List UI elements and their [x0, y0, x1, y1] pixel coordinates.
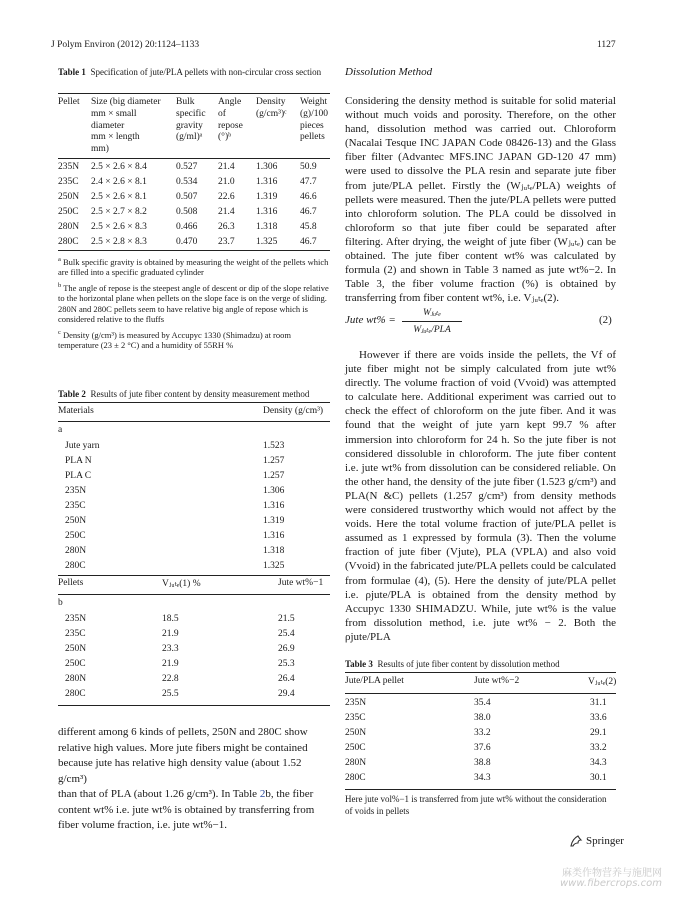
table1-col-size: Size (big diameter mm × small diameter mm × length mm)	[91, 97, 161, 155]
left-body-text	[58, 725, 330, 834]
table3-header-rule	[345, 693, 616, 694]
table-row-label: 280N	[65, 674, 87, 684]
table1-mid-rule	[58, 158, 330, 159]
section-title: Dissolution Method	[345, 66, 433, 78]
table-row-value: 29.1	[590, 728, 607, 738]
table-row-label: 280N	[345, 758, 367, 768]
table1-col-bulk: Bulk specific gravity (g/ml)ᵃ	[176, 97, 206, 143]
table-row-value: 21.9	[162, 629, 179, 639]
table-row-value: 35.4	[474, 698, 491, 708]
table-row-label: 280N	[65, 546, 87, 556]
table-row-value: 21.9	[162, 659, 179, 669]
table-row-value: 25.4	[278, 629, 295, 639]
table-row-value: 1.306	[263, 486, 285, 496]
body-line: relative high values. More jute fibers might be contained	[58, 741, 308, 754]
table-row-label: 235N	[345, 698, 367, 708]
table-row-value: 29.4	[278, 689, 295, 699]
table-row-label: 235N	[65, 486, 87, 496]
table1-top-rule	[58, 93, 330, 94]
table2-caption-label: Table 2	[58, 389, 86, 399]
equation-lhs: Jute wt% =	[345, 314, 396, 326]
table1-footnotes	[58, 255, 330, 350]
table1-col-weight: Weight (g)/100 pieces pellets	[300, 97, 328, 143]
table2-caption-text: Results of jute fiber content by density measurement method	[90, 389, 310, 399]
table3-caption-text: Results of jute fiber content by dissolution method	[377, 659, 560, 669]
springer-name: Springer	[586, 835, 624, 847]
table-row-value: 1.257	[263, 456, 285, 466]
table-row-value: 1.325	[263, 561, 285, 571]
table-row-value: 25.3	[278, 659, 295, 669]
table-row-value: 23.3	[162, 644, 179, 654]
table-row-label: 280C	[345, 773, 366, 783]
table2-header2-rule	[58, 594, 330, 595]
table3-col-vjute: Vⱼᵤₜₑ(2)	[588, 677, 617, 687]
table1-col-pellet: Pellet	[58, 97, 80, 107]
table-row-value: 33.6	[590, 713, 607, 723]
table-row-label: 250C	[345, 743, 366, 753]
table2-col-pellets: Pellets	[58, 578, 84, 588]
table-row-value: 1.257	[263, 471, 285, 481]
table-row-value: 38.0	[474, 713, 491, 723]
paragraph-voids: However if there are voids inside the pellets, the Vf of jute fiber might not be simply calculated from jute wt% directly. The volume fraction of void (Vvoid) was attempted to calculate here. Additional experiment was carried out to check the effect of chloroform on the jute fiber. And it was found that the weight of jute yarn kept 99.7 % after immersion into chloroform for 24 h. So the jute fiber is not considered dissoluble in chloroform. The jute fiber content i.e. jute wt% from dissolution can be considered reliable. On the other hand, the density of the jute fiber (1.523 g/cm³) and PLA(N &C) pellets (1.257 g/cm³) from density methods were considered trustworthy which would not affect by the voids. Here the total volume fraction of jute/PLA pellet is assumed as 1 expressed by formula (3). Then the volume fraction of jute fiber (Vjute), PLA (VPLA) and also void (Vvoid) in the fabricated jute/PLA pellets could be calculated from formulae (4), (5). Here the density of jute/PLA pellet i.e. ρjute/PLA is obtained from the density method by Accupyc 1330 SHIMADZU. While, jute wt% is the value from dissolution method, i.e. jute wt% − 2. Both the ρjute/PLA	[345, 349, 616, 643]
table2-col-density: Density (g/cm³)	[263, 406, 324, 416]
table-row-label: 280C	[65, 561, 86, 571]
table2-section-a: a	[58, 425, 63, 435]
table-row-value: 38.8	[474, 758, 491, 768]
footnote-a: $^a$ Bulk specific gravity is obtained by measuring the weight of the pellets which are filled into a specific graduated cylinder	[58, 256, 329, 278]
table-row-label: 235C	[65, 501, 86, 511]
table-row-value: 1.316	[263, 531, 285, 541]
table1-col-angle: Angle of repose (°)ᵇ	[218, 97, 243, 143]
table2-col-materials: Materials	[58, 406, 94, 416]
table1-caption	[58, 66, 333, 78]
equation-number: (2)	[599, 314, 612, 326]
table-row-value: 1.318	[263, 546, 285, 556]
table3-col-jutewt: Jute wt%−2	[474, 676, 520, 686]
table-row-value: 31.1	[590, 698, 607, 708]
table-row-value: 26.4	[278, 674, 295, 684]
table-row-value: 18.5	[162, 614, 179, 624]
table1-caption-label: Table 1	[58, 67, 86, 77]
body-line: content wt% i.e. jute wt% is obtained by transferring from	[58, 803, 315, 816]
equation-numerator: Wⱼᵤₜₑ	[422, 308, 442, 318]
running-header: J Polym Environ (2012) 20:1124–1133	[51, 40, 200, 50]
table3-top-rule	[345, 672, 616, 673]
table-row-value: 33.2	[474, 728, 491, 738]
table2-header-rule	[58, 421, 330, 422]
table-row-value: 34.3	[474, 773, 491, 783]
body-line: than that of PLA (about 1.26 g/cm³). In Table 2b, the fiber	[58, 788, 314, 800]
table-row-label: PLA C	[65, 471, 92, 481]
watermark-url: www.fibercrops.com	[560, 878, 662, 889]
footnote-b: $^b$ The angle of repose is the steepest angle of descent or dip of the slope relative to the horizontal plane when pellets on the slope face is on the verge of sliding. 280N and 280C pellets seem to have relative big angle of repose which is considered relative to the fluffs	[58, 281, 329, 325]
springer-horse-icon	[569, 834, 583, 848]
table-row-value: 33.2	[590, 743, 607, 753]
table2-bottom-rule	[58, 705, 330, 706]
table1-bottom-rule	[58, 250, 330, 251]
table-row-label: 250N	[345, 728, 367, 738]
table-row-label: 235C	[65, 629, 86, 639]
table3-col-pellet: Jute/PLA pellet	[345, 676, 404, 686]
table-row-label: 250C	[65, 659, 86, 669]
table3-bottom-rule	[345, 789, 616, 790]
table3-note: Here jute vol%−1 is transferred from jute wt% without the consideration of voids in pellets	[345, 794, 607, 816]
table-row-value: 22.8	[162, 674, 179, 684]
body-line: different among 6 kinds of pellets, 250N and 280C show	[58, 726, 308, 738]
page-number: 1127	[597, 40, 616, 50]
watermark-cn: 麻类作物营养与施肥网	[562, 868, 662, 879]
paragraph-dissolution: Considering the density method is suitable for solid material without much voids and porosity. Therefore, on the other hand, dissolution method was carried out. Chloroform (Nacalai Tesque INC JAPAN Code 08426-13) and the Glass fiber filter (Advantec MFS.INC JAPAN GD-120 47 mm) were used to dissolve the PLA resin and separate jute fiber from jute/PLA pellet. Firstly the (Wⱼᵤₜₑ/PLA) weights of pellets were measured. Then the jute/PLA pellets were putted into chloroform solution. The PLA could be dissolved in chloroform so that jute fiber could be separated after filtering. After drying, the weight of jute fiber (Wⱼᵤₜₑ) can be obtained. The jute fiber content wt% was calculated by formula (2) and shown in Table 3 named as jute wt%−2. In Table 3, the fiber volume fraction (%) is obtained by transferring from fiber content wt%, i.e. Vⱼᵤₜₑ(2).	[345, 95, 616, 305]
table-row-label: 250N	[65, 516, 87, 526]
table3-caption	[345, 658, 620, 670]
table-row-value: 26.9	[278, 644, 295, 654]
table2-col-vjute: Vⱼᵤₜₑ(1) %	[162, 579, 201, 589]
equation-fraction-bar	[402, 321, 462, 322]
table-row-value: 1.523	[263, 441, 285, 451]
table1-caption-text: Specification of jute/PLA pellets with non-circular cross section	[90, 67, 322, 77]
table-row-label: 280C	[65, 689, 86, 699]
table2-mid-rule	[58, 575, 330, 576]
table2-top-rule	[58, 402, 330, 403]
table-row-label: Jute yarn	[65, 441, 100, 451]
table-row-label: PLA N	[65, 456, 92, 466]
table-row-value: 25.5	[162, 689, 179, 699]
table2-col-jutewt: Jute wt%−1	[278, 578, 324, 588]
equation-denominator: Wⱼᵤₜₑ/PLA	[413, 325, 451, 335]
table2-section-b: b	[58, 598, 63, 608]
table-row-value: 34.3	[590, 758, 607, 768]
table3-caption-label: Table 3	[345, 659, 373, 669]
body-line: fiber volume fraction, i.e. jute wt%−1.	[58, 819, 228, 831]
table-row-value: 30.1	[590, 773, 607, 783]
table-row-value: 37.6	[474, 743, 491, 753]
table-row-value: 1.319	[263, 516, 285, 526]
table-row-value: 1.316	[263, 501, 285, 511]
table2-ref-link[interactable]: 2	[259, 788, 266, 800]
table2-caption	[58, 388, 338, 400]
table1-col-density: Density (g/cm³)ᶜ	[256, 97, 287, 119]
table-row-value: 21.5	[278, 614, 295, 624]
table-row-label: 235N	[65, 614, 87, 624]
footnote-c: $^c$ Density (g/cm³) is measured by Accupyc 1330 (Shimadzu) at room temperature (23 ± 2 °C) and a humidity of 55RH %	[58, 328, 291, 350]
body-line: because jute has relative high density value (about 1.52 g/cm³)	[58, 757, 302, 785]
springer-logo	[569, 834, 624, 848]
table-row-label: 250C	[65, 531, 86, 541]
table-row-label: 235C	[345, 713, 366, 723]
table-row-label: 250N	[65, 644, 87, 654]
